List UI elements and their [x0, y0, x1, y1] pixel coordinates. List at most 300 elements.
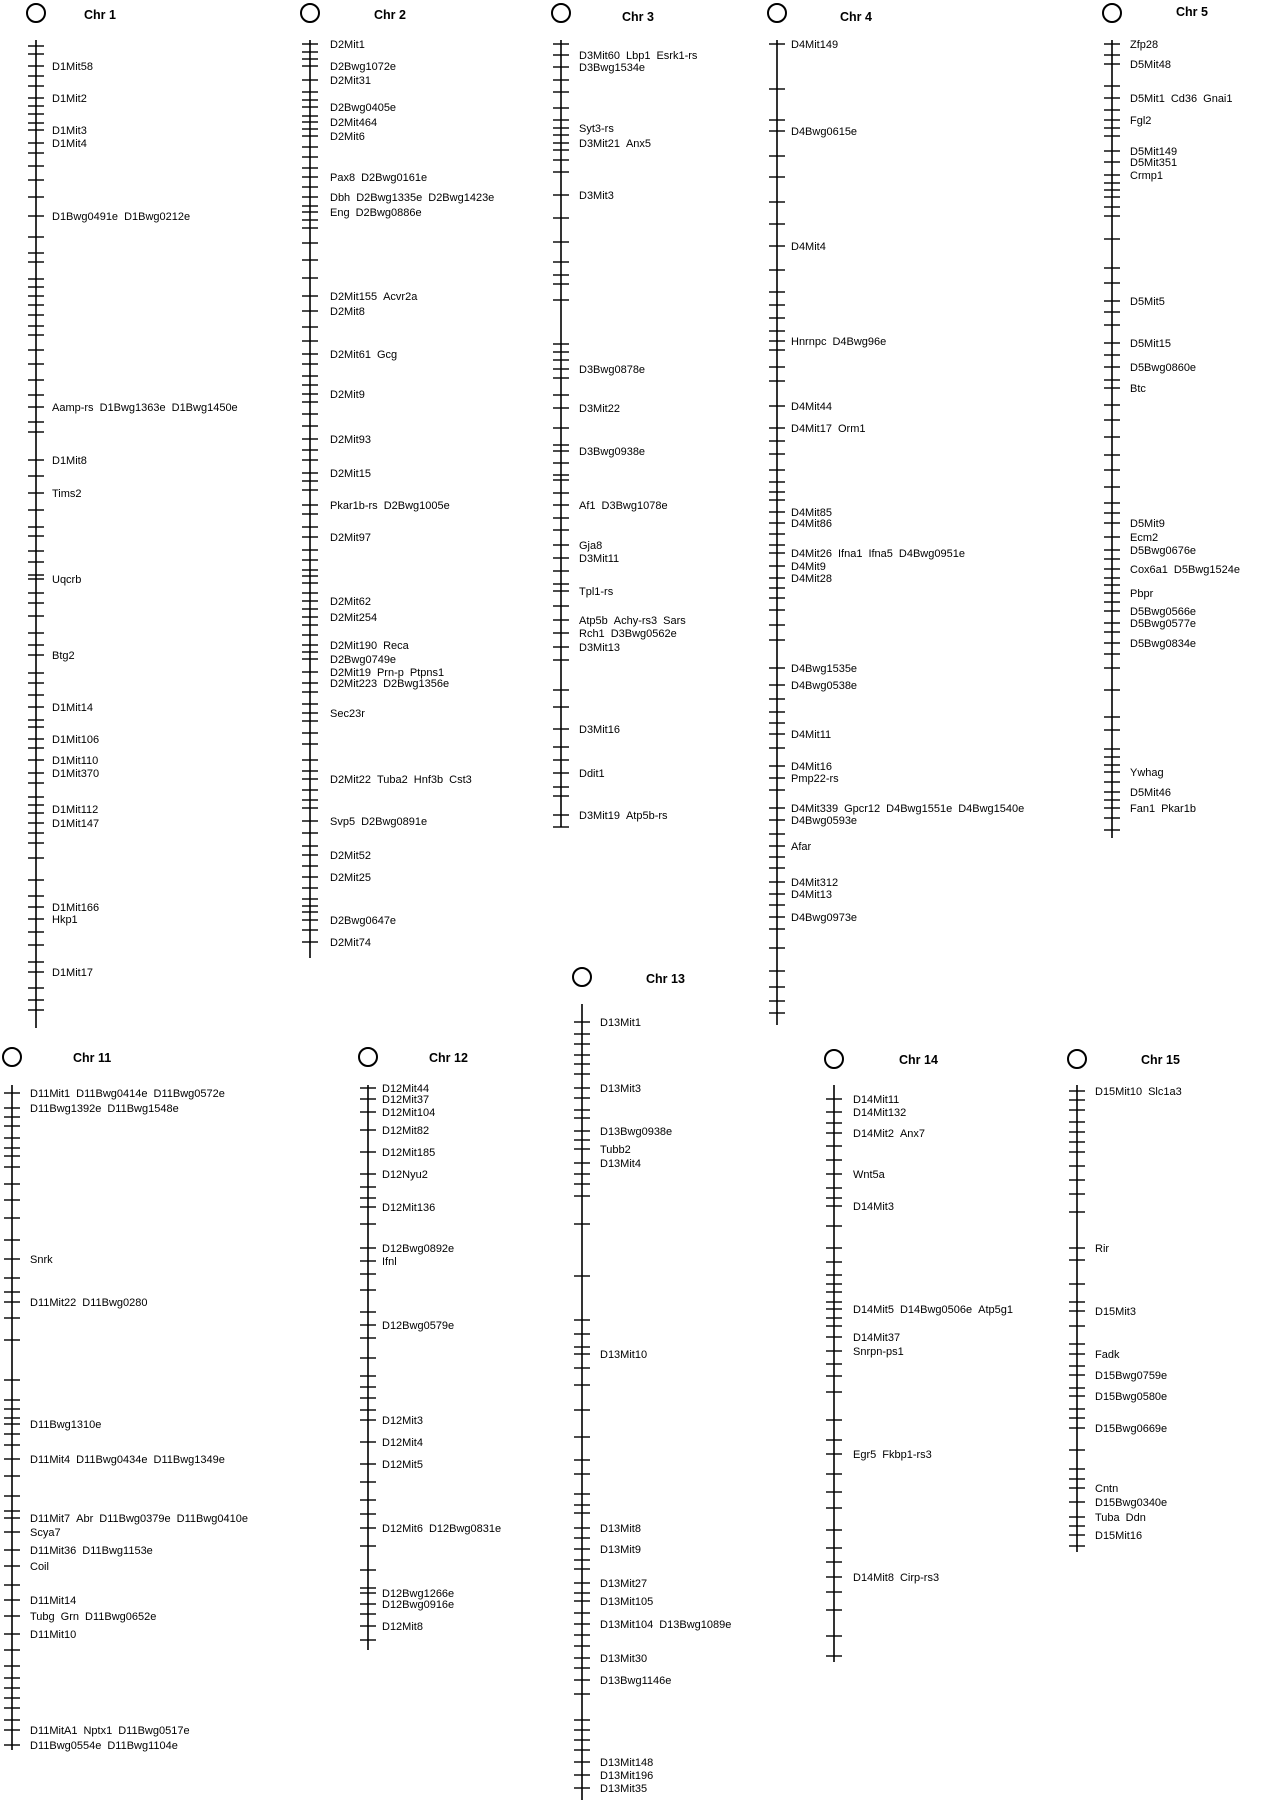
chr5-locus-label — [1130, 767, 1164, 779]
chr5-locus-name: Pkar1b — [1161, 803, 1196, 815]
chr2-locus-label — [330, 291, 418, 303]
chr14-locus-name: Atp5g1 — [978, 1304, 1014, 1316]
chr11-locus-name: D11Bwg0280 — [82, 1297, 148, 1309]
chr15-locus-name: D15Mit3 — [1095, 1306, 1136, 1318]
chr5-locus-label — [1130, 39, 1158, 51]
chr13-locus-name: D13Mit9 — [600, 1544, 641, 1556]
chr13-locus-label — [600, 1083, 641, 1095]
chr4-locus-name: D4Bwg0973e — [791, 912, 858, 924]
chr11-locus-name: D11Mit36 — [30, 1545, 77, 1557]
chr2-locus-label — [330, 192, 494, 204]
chr2-locus-label — [330, 434, 371, 446]
chr5-locus-label — [1130, 638, 1196, 650]
chr4-locus-name: Hnrnpc — [791, 336, 827, 348]
chr4-locus-name: D4Mit28 — [791, 573, 832, 585]
chr4-locus-name: D4Bwg0951e — [898, 548, 965, 560]
chr15-group — [1068, 1050, 1182, 1552]
chr1-locus-name: D1Mit8 — [52, 455, 87, 467]
chr11-locus-name: D11Bwg1104e — [107, 1740, 178, 1752]
chr1-locus-label — [52, 755, 98, 767]
chr15-locus-label — [1095, 1497, 1167, 1509]
chr2-locus-name: D2Mit223 — [330, 678, 378, 690]
chr2-locus-name: D2Mit155 — [330, 291, 378, 303]
chr5-locus-label — [1130, 115, 1151, 127]
chr4-locus-name: D4Bwg0615e — [791, 126, 858, 138]
chr12-locus-name: Ifnl — [382, 1256, 397, 1268]
chr2-locus-name: D2Bwg1335e — [356, 192, 423, 204]
chr15-locus-name: Cntn — [1095, 1483, 1119, 1495]
chr2-centromere-icon — [301, 4, 319, 22]
chr14-locus-name: D14Mit132 — [853, 1107, 907, 1119]
chr4-locus-name: D4Mit149 — [791, 39, 839, 51]
chr11-locus-name: D11Bwg0414e — [76, 1088, 148, 1100]
chr13-locus-name: D13Mit196 — [600, 1770, 654, 1782]
chr3-group — [552, 4, 698, 827]
chr11-locus-name: D11Bwg0554e — [30, 1740, 102, 1752]
chr11-locus-name: D11Bwg0434e — [76, 1454, 148, 1466]
chr2-locus-name: Tuba2 — [376, 774, 408, 786]
chr11-locus-name: Scya7 — [30, 1527, 61, 1539]
chr1-centromere-icon — [27, 4, 45, 22]
chr13-locus-name: D13Bwg1089e — [659, 1619, 732, 1631]
chr1-locus-name: D1Mit166 — [52, 902, 100, 914]
chr2-locus-name: Cst3 — [449, 774, 472, 786]
chr13-locus-label — [600, 1653, 647, 1665]
chr1-locus-label — [52, 768, 99, 780]
chr11-locus-label — [30, 1740, 178, 1752]
chr12-locus-label — [382, 1147, 435, 1159]
chr13-locus-label — [600, 1770, 653, 1782]
chr5-locus-label — [1130, 296, 1165, 308]
chr2-locus-label — [330, 207, 422, 219]
chr1-locus-label — [52, 914, 78, 926]
chr15-locus-name: Slc1a3 — [1148, 1086, 1182, 1098]
chr14-locus-name: D14Bwg0506e — [899, 1304, 973, 1316]
chr14-locus-name: Fkbp1-rs3 — [882, 1449, 932, 1461]
chr2-locus-label — [330, 850, 371, 862]
chr2-locus-label — [330, 612, 377, 624]
chr14-title: Chr 14 — [899, 1053, 938, 1067]
chr4-locus-name: Afar — [791, 841, 812, 853]
chr2-locus-name: D2Bwg0886e — [355, 207, 422, 219]
chr4-locus-label — [791, 423, 865, 435]
chr4-locus-label — [791, 126, 857, 138]
chr13-locus-label — [600, 1578, 647, 1590]
chr3-locus-name: Atp5b — [579, 615, 608, 627]
chr12-locus-label — [382, 1256, 397, 1268]
chr3-locus-name: Af1 — [579, 500, 596, 512]
chr13-locus-name: D13Mit4 — [600, 1158, 641, 1170]
chr4-locus-name: D4Bwg96e — [832, 336, 887, 348]
chr4-locus-label — [791, 889, 832, 901]
chr5-locus-label — [1130, 564, 1240, 576]
chr5-locus-label — [1130, 170, 1163, 182]
chr13-locus-label — [600, 1675, 671, 1687]
chr2-locus-name: D2Mit22 — [330, 774, 371, 786]
chr14-locus-label — [853, 1572, 939, 1584]
chr5-locus-name: Btc — [1130, 383, 1146, 395]
chr4-locus-name: D4Mit4 — [791, 241, 826, 253]
chr4-locus-label — [791, 729, 831, 741]
chr5-locus-label — [1130, 518, 1165, 530]
chr11-locus-name: Grn — [60, 1611, 80, 1623]
chr3-locus-name: D3Bwg0878e — [579, 364, 646, 376]
chr12-locus-name: D12Nyu2 — [382, 1169, 428, 1181]
chr12-locus-name: D12Mit44 — [382, 1083, 430, 1095]
chr4-locus-name: D4Bwg0593e — [791, 815, 858, 827]
chr11-group — [3, 1048, 248, 1752]
chr4-centromere-icon — [768, 4, 786, 22]
chr13-locus-label — [600, 1144, 631, 1156]
chr12-locus-label — [382, 1621, 423, 1633]
chr4-locus-label — [791, 573, 832, 585]
chr1-locus-name: D1Mit3 — [52, 125, 87, 137]
chr5-locus-label — [1130, 618, 1196, 630]
chr3-locus-label — [579, 138, 651, 150]
chr5-locus-label — [1130, 545, 1196, 557]
chr1-locus-name: Tims2 — [52, 488, 82, 500]
chr5-locus-name: D5Mit15 — [1130, 338, 1171, 350]
chr4-locus-label — [791, 912, 857, 924]
chr3-locus-label — [579, 586, 614, 598]
chr1-locus-label — [52, 702, 93, 714]
chr1-locus-label — [52, 455, 87, 467]
chr1-locus-name: Uqcrb — [52, 574, 82, 586]
chr4-title: Chr 4 — [840, 10, 872, 24]
chr15-locus-name: D15Bwg0669e — [1095, 1423, 1168, 1435]
chr11-centromere-icon — [3, 1048, 21, 1066]
chr4-locus-name: Ifna5 — [868, 548, 893, 560]
chr12-locus-label — [382, 1599, 454, 1611]
chr4-locus-name: D4Bwg1551e — [886, 803, 953, 815]
chr2-locus-label — [330, 131, 365, 143]
chr2-locus-name: Gcg — [376, 349, 398, 361]
chr11-locus-name: D11Mit4 — [30, 1454, 71, 1466]
chr1-locus-name: Hkp1 — [52, 914, 78, 926]
chr4-locus-label — [791, 518, 832, 530]
chr11-locus-label — [30, 1513, 248, 1525]
chr14-locus-name: D14Mit5 — [853, 1304, 894, 1316]
chr11-locus-label — [30, 1454, 225, 1466]
chr2-locus-label — [330, 678, 449, 690]
chr12-group — [359, 1048, 501, 1650]
chr14-locus-name: D14Mit37 — [853, 1332, 901, 1344]
chr13-group — [573, 968, 731, 1800]
chr3-locus-label — [579, 62, 645, 74]
chr15-locus-label — [1095, 1086, 1182, 1098]
chr13-locus-name: D13Mit105 — [600, 1596, 654, 1608]
chr11-locus-label — [30, 1545, 153, 1557]
chr2-locus-name: D2Mit254 — [330, 612, 378, 624]
chr14-locus-name: Wnt5a — [853, 1169, 885, 1181]
chr5-locus-label — [1130, 532, 1158, 544]
chr5-locus-name: D5Bwg0676e — [1130, 545, 1197, 557]
chr5-locus-label — [1130, 606, 1196, 618]
chr13-locus-label — [600, 1619, 731, 1631]
chr5-locus-name: D5Mit351 — [1130, 157, 1178, 169]
chr1-locus-name: D1Mit2 — [52, 93, 87, 105]
chr15-locus-label — [1095, 1530, 1142, 1542]
chr2-group — [301, 4, 494, 958]
chr2-locus-name: Acvr2a — [383, 291, 418, 303]
chr3-locus-name: D3Mit21 — [579, 138, 620, 150]
chr1-locus-name: D1Mit147 — [52, 818, 100, 830]
chr2-locus-name: Dbh — [330, 192, 351, 204]
chr15-locus-name: D15Bwg0580e — [1095, 1391, 1168, 1403]
chr2-locus-name: D2Bwg1005e — [383, 500, 450, 512]
chr15-locus-name: D15Mit10 — [1095, 1086, 1143, 1098]
chr4-locus-name: D4Mit17 — [791, 423, 832, 435]
chr13-locus-name: D13Mit104 — [600, 1619, 654, 1631]
chr5-locus-name: Cd36 — [1170, 93, 1198, 105]
chr13-locus-label — [600, 1126, 672, 1138]
chr2-locus-name: D2Mit6 — [330, 131, 365, 143]
chr12-locus-name: D12Mit104 — [382, 1107, 436, 1119]
chr13-locus-name: D13Mit35 — [600, 1783, 648, 1795]
chr15-locus-label — [1095, 1483, 1118, 1495]
chr14-locus-label — [853, 1304, 1013, 1316]
chr13-locus-name: D13Mit148 — [600, 1757, 654, 1769]
chr4-locus-name: D4Mit11 — [791, 729, 832, 741]
chr4-locus-label — [791, 877, 838, 889]
chr13-locus-name: D13Bwg0938e — [600, 1126, 673, 1138]
chr1-locus-label — [52, 734, 99, 746]
chr11-locus-name: D11Bwg1153e — [82, 1545, 153, 1557]
chr2-locus-name: D2Mit1 — [330, 39, 365, 51]
chr4-locus-name: D4Mit339 — [791, 803, 839, 815]
chr5-locus-label — [1130, 93, 1233, 105]
chr11-locus-label — [30, 1611, 156, 1623]
chr4-locus-name: D4Mit26 — [791, 548, 832, 560]
chr2-locus-name: D2Bwg1072e — [330, 61, 397, 73]
chr4-locus-label — [791, 680, 857, 692]
chr13-locus-name: D13Mit1 — [600, 1017, 641, 1029]
chr1-locus-name: D1Bwg0491e — [52, 211, 119, 223]
chr2-locus-name: D2Mit93 — [330, 434, 371, 446]
chr3-locus-name: D3Mit13 — [579, 642, 620, 654]
chr5-group — [1103, 4, 1240, 838]
chr4-locus-name: D4Mit312 — [791, 877, 839, 889]
chr5-locus-name: Fan1 — [1130, 803, 1156, 815]
chr2-locus-label — [330, 102, 396, 114]
chr4-locus-name: D4Mit13 — [791, 889, 832, 901]
chr3-locus-label — [579, 500, 668, 512]
chr2-locus-name: D2Mit74 — [330, 937, 371, 949]
chr4-locus-name: D4Bwg0538e — [791, 680, 858, 692]
chr5-locus-name: D5Mit1 — [1130, 93, 1165, 105]
chr3-locus-name: Tpl1-rs — [579, 586, 614, 598]
chr12-locus-label — [382, 1202, 435, 1214]
chr3-locus-name: Atp5b-rs — [625, 810, 668, 822]
chr13-title: Chr 13 — [646, 972, 685, 986]
chr4-locus-label — [791, 773, 839, 785]
chr4-locus-label — [791, 561, 826, 573]
chr5-locus-name: Ywhag — [1130, 767, 1164, 779]
chr11-locus-name: D11Bwg1310e — [30, 1419, 102, 1431]
chr13-locus-label — [600, 1523, 641, 1535]
chr11-locus-name: Tubg — [30, 1611, 55, 1623]
chr3-locus-name: Ddit1 — [579, 768, 605, 780]
chr3-locus-name: D3Mit22 — [579, 403, 620, 415]
chr4-locus-name: D4Mit85 — [791, 507, 832, 519]
chr2-locus-label — [330, 708, 365, 720]
chr12-title: Chr 12 — [429, 1051, 468, 1065]
chr13-locus-name: D13Mit27 — [600, 1578, 648, 1590]
chr1-locus-label — [52, 125, 87, 137]
chr1-locus-name: D1Mit112 — [52, 804, 99, 816]
chr5-locus-label — [1130, 338, 1171, 350]
chr12-locus-name: D12Mit37 — [382, 1094, 430, 1106]
chr1-group — [27, 4, 238, 1028]
chr11-locus-name: D11Bwg0410e — [176, 1513, 248, 1525]
chr3-locus-name: Anx5 — [625, 138, 652, 150]
chr13-locus-name: D13Mit8 — [600, 1523, 641, 1535]
chr3-locus-name: D3Mit19 — [579, 810, 620, 822]
chr1-locus-label — [52, 211, 190, 223]
chr2-locus-label — [330, 654, 396, 666]
chr14-locus-name: D14Mit8 — [853, 1572, 894, 1584]
chr3-locus-name: D3Bwg1534e — [579, 62, 646, 74]
chr3-locus-label — [579, 724, 620, 736]
chr13-locus-name: Tubb2 — [600, 1144, 631, 1156]
chr2-locus-label — [330, 468, 371, 480]
chr11-locus-name: D11Bwg0572e — [153, 1088, 225, 1100]
chr14-locus-label — [853, 1107, 906, 1119]
chr3-locus-name: D3Bwg0938e — [579, 446, 646, 458]
chr15-locus-name: Ddn — [1125, 1512, 1146, 1524]
chr2-locus-name: D2Bwg0405e — [330, 102, 397, 114]
chr4-group — [768, 4, 1024, 1025]
chr5-locus-name: D5Bwg1524e — [1173, 564, 1240, 576]
chr4-locus-name: Gpcr12 — [844, 803, 881, 815]
chr2-locus-label — [330, 532, 371, 544]
chr2-locus-label — [330, 75, 371, 87]
chr12-centromere-icon — [359, 1048, 377, 1066]
chr11-locus-name: D11Mit10 — [30, 1629, 77, 1641]
chr5-locus-label — [1130, 362, 1196, 374]
chr12-locus-name: D12Mit136 — [382, 1202, 436, 1214]
chr3-centromere-icon — [552, 4, 570, 22]
chr2-locus-label — [330, 500, 450, 512]
chr2-locus-label — [330, 349, 397, 361]
chr14-locus-name: D14Mit2 — [853, 1128, 894, 1140]
chr5-title: Chr 5 — [1176, 5, 1208, 19]
chr11-locus-name: D11Bwg1349e — [153, 1454, 225, 1466]
chr11-locus-label — [30, 1629, 76, 1641]
chr11-locus-name: D11Mit22 — [30, 1297, 77, 1309]
chr3-locus-name: Esrk1-rs — [656, 50, 698, 62]
chr11-locus-name: Nptx1 — [83, 1725, 113, 1737]
chr11-locus-name: D11Mit7 — [30, 1513, 71, 1525]
chr3-locus-label — [579, 540, 602, 552]
chr12-locus-name: D12Mit4 — [382, 1437, 423, 1449]
chr2-locus-label — [330, 596, 371, 608]
chr2-locus-name: D2Bwg1356e — [383, 678, 450, 690]
chr4-locus-name: D4Mit16 — [791, 761, 832, 773]
chr1-locus-name: Btg2 — [52, 650, 75, 662]
chr11-locus-name: Abr — [76, 1513, 94, 1525]
chr12-locus-label — [382, 1094, 429, 1106]
chr4-locus-name: D4Bwg1535e — [791, 663, 858, 675]
chr5-locus-name: Zfp28 — [1130, 39, 1159, 51]
chr12-locus-name: D12Mit185 — [382, 1147, 436, 1159]
chr1-locus-name: D1Bwg1450e — [171, 402, 238, 414]
chr5-locus-name: D5Mit5 — [1130, 296, 1165, 308]
chr1-locus-name: D1Mit106 — [52, 734, 100, 746]
chr5-locus-label — [1130, 59, 1171, 71]
chr2-locus-label — [330, 117, 377, 129]
chr1-locus-name: D1Mit4 — [52, 138, 87, 150]
chr2-locus-name: D2Mit9 — [330, 389, 365, 401]
chr4-locus-name: D4Mit86 — [791, 518, 832, 530]
chr3-locus-label — [579, 553, 619, 565]
chr2-locus-name: Reca — [383, 640, 409, 652]
chr14-locus-label — [853, 1169, 886, 1181]
chr14-group — [825, 1050, 1013, 1662]
chr5-centromere-icon — [1103, 4, 1121, 22]
chr2-locus-name: D2Mit19 — [330, 667, 371, 679]
chr4-locus-label — [791, 548, 965, 560]
chr2-locus-label — [330, 39, 365, 51]
chr2-locus-name: D2Bwg0161e — [361, 172, 428, 184]
chr3-locus-label — [579, 123, 614, 135]
chr14-locus-name: Egr5 — [853, 1449, 877, 1461]
chr2-locus-name: D2Bwg0647e — [330, 915, 397, 927]
chr15-locus-label — [1095, 1306, 1136, 1318]
chr3-locus-name: D3Mit60 — [579, 50, 620, 62]
chr14-locus-label — [853, 1094, 899, 1106]
chr2-locus-name: D2Mit464 — [330, 117, 378, 129]
chr15-locus-label — [1095, 1349, 1120, 1361]
chr3-locus-name: D3Mit3 — [579, 190, 614, 202]
chr14-locus-name: Anx7 — [899, 1128, 926, 1140]
chr12-locus-name: D12Mit3 — [382, 1415, 423, 1427]
chr14-locus-label — [853, 1449, 932, 1461]
chr4-locus-label — [791, 401, 832, 413]
chr2-locus-label — [330, 816, 427, 828]
chr12-locus-label — [382, 1107, 435, 1119]
chr13-locus-label — [600, 1017, 641, 1029]
chr3-locus-label — [579, 190, 614, 202]
chr11-locus-name: D11Bwg0517e — [118, 1725, 190, 1737]
chr11-locus-label — [30, 1561, 49, 1573]
chr11-locus-name: D11Mit1 — [30, 1088, 71, 1100]
chr14-locus-name: D14Mit3 — [853, 1201, 894, 1213]
chr1-locus-label — [52, 93, 87, 105]
chr1-locus-label — [52, 902, 99, 914]
chr2-locus-name: Ptpns1 — [409, 667, 445, 679]
chr3-locus-name: D3Bwg1078e — [601, 500, 668, 512]
chr12-locus-label — [382, 1320, 454, 1332]
chr5-locus-name: D5Bwg0834e — [1130, 638, 1197, 650]
chr11-locus-name: D11Bwg1548e — [107, 1103, 179, 1115]
chr3-locus-name: Lbp1 — [625, 50, 651, 62]
chr5-locus-name: Gnai1 — [1203, 93, 1233, 105]
chr1-locus-label — [52, 61, 93, 73]
chr3-locus-label — [579, 810, 668, 822]
chr3-locus-name: D3Mit16 — [579, 724, 620, 736]
chr13-locus-name: D13Mit3 — [600, 1083, 641, 1095]
chr13-locus-label — [600, 1783, 647, 1795]
chr12-locus-name: D12Mit6 — [382, 1523, 423, 1535]
chr1-locus-label — [52, 138, 87, 150]
chr12-locus-name: D12Mit82 — [382, 1125, 430, 1137]
chr14-locus-label — [853, 1201, 894, 1213]
chr11-locus-name: D11Bwg0379e — [99, 1513, 171, 1525]
chr15-locus-name: D15Mit16 — [1095, 1530, 1143, 1542]
chr4-locus-name: Orm1 — [837, 423, 866, 435]
chr1-locus-name: D1Mit14 — [52, 702, 93, 714]
